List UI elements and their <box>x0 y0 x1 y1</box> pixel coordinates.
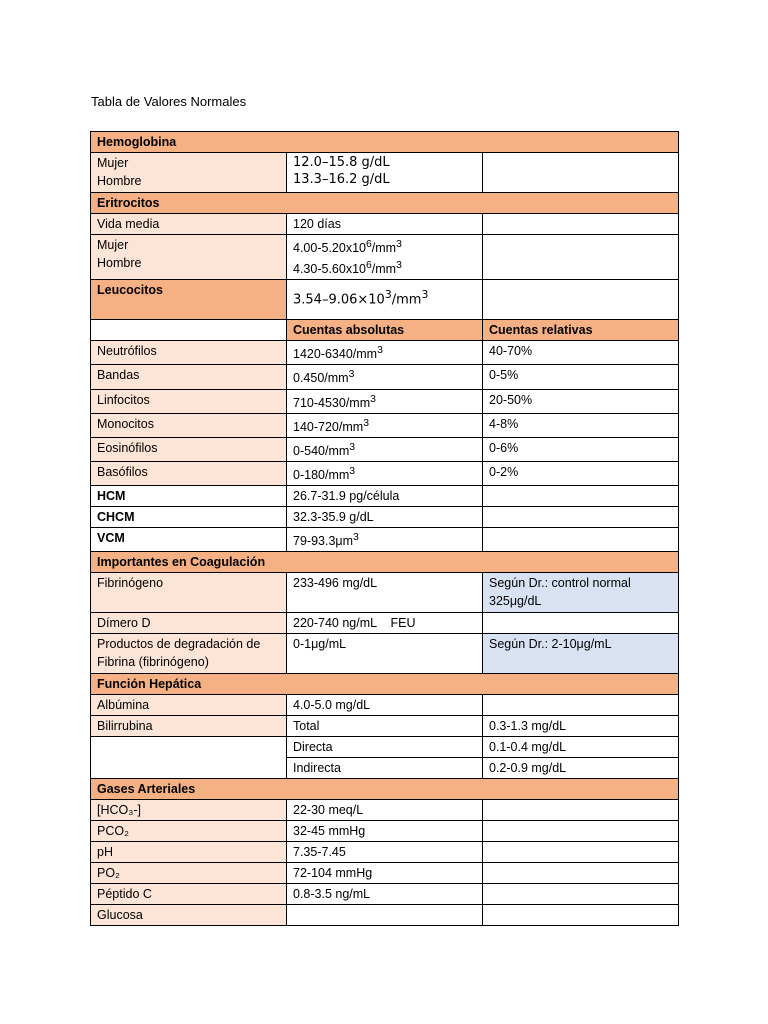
table-row <box>91 863 679 884</box>
row-note: 4-8% <box>483 413 679 437</box>
row-note <box>483 884 679 905</box>
label-mujer: Mujer <box>97 156 129 170</box>
row-value <box>287 905 483 926</box>
row-note <box>483 528 679 552</box>
row-label: Monocitos <box>91 413 287 437</box>
row-value: $710-4530/mm^3$ <box>287 389 483 413</box>
row-note: Según Dr.: control normal 325μg/dL <box>483 573 679 613</box>
value-mujer: 12.0–15.8 g/dL <box>293 155 390 170</box>
row-value <box>287 153 483 193</box>
table-row <box>91 573 679 613</box>
row-label: HCM <box>91 486 287 507</box>
row-note <box>483 905 679 926</box>
row-label: Albúmina <box>91 695 287 716</box>
row-label: Vida media <box>91 214 287 235</box>
row-label: CHCM <box>91 507 287 528</box>
table-row <box>91 437 679 461</box>
row-label: pH <box>91 842 287 863</box>
section-title: Importantes en Coagulación <box>91 552 679 573</box>
empty-cell <box>91 737 287 779</box>
table-row <box>91 737 679 758</box>
row-value: $0-540/mm^3$ <box>287 437 483 461</box>
table-row <box>91 153 679 193</box>
row-note: 0-2% <box>483 462 679 486</box>
section-title: Función Hepática <box>91 674 679 695</box>
table-row <box>91 716 679 737</box>
value-mujer: $4.00-5.20x10^6/mm^3$ <box>293 239 402 256</box>
column-header-absolutas: Cuentas absolutas <box>287 320 483 341</box>
page-title: Tabla de Valores Normales <box>91 94 247 109</box>
row-value: 220-740 ng/mL FEU <box>287 613 483 634</box>
row-note <box>483 821 679 842</box>
row-value: 233-496 mg/dL <box>287 573 483 613</box>
section-header-coagulacion <box>91 552 679 573</box>
table-row <box>91 341 679 365</box>
table-row <box>91 613 679 634</box>
gases-rows <box>91 800 679 926</box>
section-header-hepatica <box>91 674 679 695</box>
table-row <box>91 528 679 552</box>
row-value: $79-93.3\mu m^3$ <box>287 528 483 552</box>
table-row <box>91 389 679 413</box>
section-header-gases <box>91 779 679 800</box>
row-note <box>483 235 679 280</box>
section-title: Hemoglobina <box>91 132 679 153</box>
table-row <box>91 365 679 389</box>
table-row <box>91 486 679 507</box>
row-note: 40-70% <box>483 341 679 365</box>
row-value: $0.450/mm^3$ <box>287 365 483 389</box>
table-row <box>91 905 679 926</box>
row-value: 0-1μg/mL <box>287 634 483 674</box>
empty-cell <box>91 320 287 341</box>
label-hombre: Hombre <box>97 256 142 270</box>
table-row <box>91 235 679 280</box>
row-note: 0-5% <box>483 365 679 389</box>
row-value: 120 días <box>287 214 483 235</box>
row-label: Linfocitos <box>91 389 287 413</box>
row-label: Eosinófilos <box>91 437 287 461</box>
row-label: Dímero D <box>91 613 287 634</box>
row-label: Basófilos <box>91 462 287 486</box>
table-row <box>91 884 679 905</box>
row-label <box>91 235 287 280</box>
row-value: $140-720/mm^3$ <box>287 413 483 437</box>
row-note: 0-6% <box>483 437 679 461</box>
row-value: Indirecta <box>287 758 483 779</box>
table-row <box>91 462 679 486</box>
row-note <box>483 486 679 507</box>
normal-values-table <box>90 131 679 926</box>
leucocitos-rows <box>91 341 679 486</box>
row-label: Neutrófilos <box>91 341 287 365</box>
row-value: Total <box>287 716 483 737</box>
row-label <box>91 153 287 193</box>
row-label: Bandas <box>91 365 287 389</box>
row-note <box>483 695 679 716</box>
row-value: Directa <box>287 737 483 758</box>
row-label: Bilirrubina <box>91 716 287 737</box>
table-row <box>91 413 679 437</box>
row-note: 0.3-1.3 mg/dL <box>483 716 679 737</box>
row-value: 32.3-35.9 g/dL <box>287 507 483 528</box>
section-title: Leucocitos <box>91 280 287 320</box>
row-note <box>483 613 679 634</box>
table-row <box>91 507 679 528</box>
row-value: 72-104 mmHg <box>287 863 483 884</box>
table-row <box>91 634 679 674</box>
section-title: Gases Arteriales <box>91 779 679 800</box>
row-note: Según Dr.: 2-10μg/mL <box>483 634 679 674</box>
row-label: PO₂ <box>91 863 287 884</box>
row-value: 22-30 meq/L <box>287 800 483 821</box>
row-value: 26.7-31.9 pg/célula <box>287 486 483 507</box>
row-value <box>287 235 483 280</box>
row-note: 20-50% <box>483 389 679 413</box>
table-row <box>91 695 679 716</box>
table-row <box>91 842 679 863</box>
row-label: Fibrinógeno <box>91 573 287 613</box>
row-label: Glucosa <box>91 905 287 926</box>
row-label: Péptido C <box>91 884 287 905</box>
row-value: 32-45 mmHg <box>287 821 483 842</box>
row-note <box>483 800 679 821</box>
row-value: $3.54-9.06\times 10^3/mm^3$ <box>287 280 483 320</box>
label-hombre: Hombre <box>97 174 142 188</box>
column-header-relativas: Cuentas relativas <box>483 320 679 341</box>
row-note <box>483 153 679 193</box>
row-note <box>483 842 679 863</box>
row-value: $0-180/mm^3$ <box>287 462 483 486</box>
section-header-leucocitos <box>91 280 679 320</box>
row-note <box>483 280 679 320</box>
table-row <box>91 214 679 235</box>
row-value: $1420-6340/mm^3$ <box>287 341 483 365</box>
row-label: [HCO₃-] <box>91 800 287 821</box>
row-value: 4.0-5.0 mg/dL <box>287 695 483 716</box>
row-note: 0.2-0.9 mg/dL <box>483 758 679 779</box>
row-note: 0.1-0.4 mg/dL <box>483 737 679 758</box>
row-label: Productos de degradación de Fibrina (fibrinógeno) <box>91 634 287 674</box>
row-label: VCM <box>91 528 287 552</box>
row-note <box>483 507 679 528</box>
value-hombre: 13.3–16.2 g/dL <box>293 172 390 187</box>
table-row <box>91 800 679 821</box>
row-note <box>483 863 679 884</box>
row-label: PCO₂ <box>91 821 287 842</box>
row-note <box>483 214 679 235</box>
section-header-eritrocitos <box>91 193 679 214</box>
table-row <box>91 821 679 842</box>
section-header-hemoglobina <box>91 132 679 153</box>
value-hombre: $4.30-5.60x10^6/mm^3$ <box>293 260 402 277</box>
label-mujer: Mujer <box>97 238 129 252</box>
column-header-row <box>91 320 679 341</box>
row-value: 7.35-7.45 <box>287 842 483 863</box>
row-value: 0.8-3.5 ng/mL <box>287 884 483 905</box>
section-title: Eritrocitos <box>91 193 679 214</box>
